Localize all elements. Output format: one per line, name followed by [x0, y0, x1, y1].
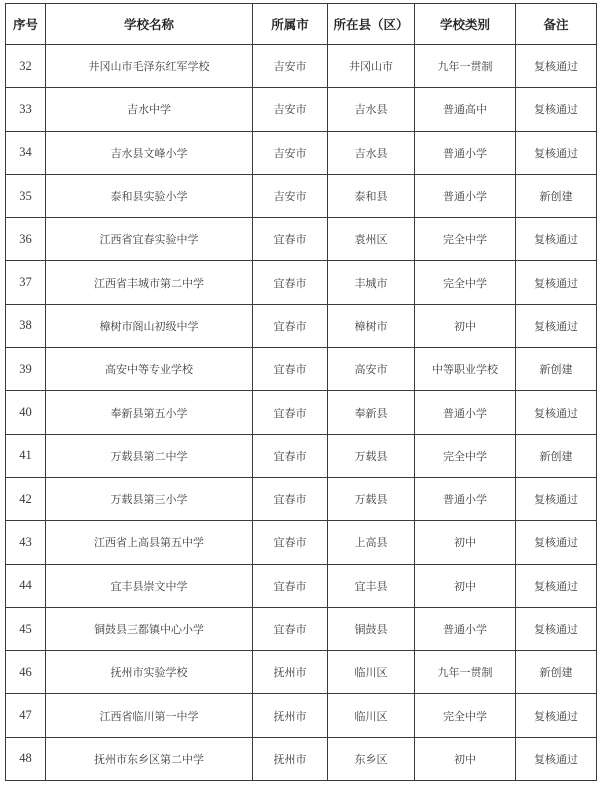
- cell-remarks: 复核通过: [516, 88, 597, 131]
- cell-school-name: 江西省上高县第五中学: [46, 521, 253, 564]
- cell-school-name: 奉新县第五小学: [46, 391, 253, 434]
- cell-school-name: 江西省丰城市第二中学: [46, 261, 253, 304]
- table-row: [6, 348, 597, 391]
- cell-school-name: 万载县第三小学: [46, 477, 253, 520]
- cell-school-type: 完全中学: [415, 261, 516, 304]
- cell-school-name: 泰和县实验小学: [46, 174, 253, 217]
- cell-remarks: 复核通过: [516, 477, 597, 520]
- cell-remarks: 复核通过: [516, 737, 597, 780]
- header-school-name: 学校名称: [46, 4, 253, 45]
- cell-city: 宜春市: [253, 348, 328, 391]
- cell-remarks: 新创建: [516, 651, 597, 694]
- table-row: [6, 304, 597, 347]
- table-row: [6, 45, 597, 88]
- cell-county-district: 万载县: [328, 477, 415, 520]
- cell-remarks: 复核通过: [516, 261, 597, 304]
- cell-serial-number: 41: [6, 434, 46, 477]
- cell-school-name: 江西省临川第一中学: [46, 694, 253, 737]
- cell-school-name: 万载县第二中学: [46, 434, 253, 477]
- table-header: [6, 4, 597, 45]
- cell-remarks: 复核通过: [516, 304, 597, 347]
- cell-county-district: 东乡区: [328, 737, 415, 780]
- cell-serial-number: 36: [6, 218, 46, 261]
- cell-county-district: 上高县: [328, 521, 415, 564]
- cell-county-district: 临川区: [328, 694, 415, 737]
- table-row: [6, 174, 597, 217]
- header-row: [6, 4, 597, 45]
- cell-remarks: 复核通过: [516, 521, 597, 564]
- cell-school-type: 普通高中: [415, 88, 516, 131]
- table-row: [6, 391, 597, 434]
- table-row: [6, 261, 597, 304]
- cell-city: 宜春市: [253, 434, 328, 477]
- cell-school-type: 初中: [415, 304, 516, 347]
- cell-city: 宜春市: [253, 477, 328, 520]
- cell-serial-number: 34: [6, 131, 46, 174]
- cell-city: 抚州市: [253, 694, 328, 737]
- cell-remarks: 新创建: [516, 348, 597, 391]
- table-row: [6, 521, 597, 564]
- cell-remarks: 复核通过: [516, 45, 597, 88]
- cell-county-district: 丰城市: [328, 261, 415, 304]
- cell-school-name: 宜丰县崇文中学: [46, 564, 253, 607]
- cell-county-district: 井冈山市: [328, 45, 415, 88]
- cell-serial-number: 47: [6, 694, 46, 737]
- cell-school-type: 完全中学: [415, 694, 516, 737]
- cell-city: 宜春市: [253, 607, 328, 650]
- cell-school-name: 樟树市阁山初级中学: [46, 304, 253, 347]
- cell-remarks: 复核通过: [516, 564, 597, 607]
- cell-city: 宜春市: [253, 218, 328, 261]
- cell-city: 吉安市: [253, 45, 328, 88]
- cell-remarks: 新创建: [516, 434, 597, 477]
- cell-city: 宜春市: [253, 521, 328, 564]
- header-serial-number: 序号: [6, 4, 46, 45]
- cell-school-type: 普通小学: [415, 174, 516, 217]
- cell-school-type: 初中: [415, 521, 516, 564]
- cell-county-district: 临川区: [328, 651, 415, 694]
- cell-serial-number: 48: [6, 737, 46, 780]
- cell-serial-number: 44: [6, 564, 46, 607]
- cell-county-district: 铜鼓县: [328, 607, 415, 650]
- cell-remarks: 复核通过: [516, 391, 597, 434]
- header-county-district: 所在县（区）: [328, 4, 415, 45]
- header-city: 所属市: [253, 4, 328, 45]
- cell-school-type: 九年一贯制: [415, 651, 516, 694]
- cell-remarks: 复核通过: [516, 131, 597, 174]
- cell-county-district: 高安市: [328, 348, 415, 391]
- cell-city: 吉安市: [253, 88, 328, 131]
- cell-school-name: 高安中等专业学校: [46, 348, 253, 391]
- cell-serial-number: 37: [6, 261, 46, 304]
- cell-school-type: 普通小学: [415, 391, 516, 434]
- cell-county-district: 吉水县: [328, 88, 415, 131]
- cell-school-name: 抚州市实验学校: [46, 651, 253, 694]
- cell-city: 抚州市: [253, 737, 328, 780]
- cell-county-district: 樟树市: [328, 304, 415, 347]
- table-row: [6, 88, 597, 131]
- cell-school-type: 中等职业学校: [415, 348, 516, 391]
- cell-school-name: 抚州市东乡区第二中学: [46, 737, 253, 780]
- cell-serial-number: 40: [6, 391, 46, 434]
- cell-school-name: 吉水县文峰小学: [46, 131, 253, 174]
- cell-serial-number: 42: [6, 477, 46, 520]
- header-remarks: 备注: [516, 4, 597, 45]
- cell-school-type: 完全中学: [415, 434, 516, 477]
- cell-city: 宜春市: [253, 564, 328, 607]
- cell-city: 抚州市: [253, 651, 328, 694]
- cell-serial-number: 39: [6, 348, 46, 391]
- cell-city: 宜春市: [253, 304, 328, 347]
- cell-city: 吉安市: [253, 174, 328, 217]
- header-school-type: 学校类别: [415, 4, 516, 45]
- cell-school-type: 初中: [415, 564, 516, 607]
- table-row: [6, 694, 597, 737]
- cell-school-type: 初中: [415, 737, 516, 780]
- cell-remarks: 复核通过: [516, 694, 597, 737]
- table-row: [6, 218, 597, 261]
- cell-city: 宜春市: [253, 391, 328, 434]
- cell-county-district: 万载县: [328, 434, 415, 477]
- cell-school-type: 普通小学: [415, 477, 516, 520]
- table-row: [6, 564, 597, 607]
- cell-serial-number: 35: [6, 174, 46, 217]
- cell-serial-number: 45: [6, 607, 46, 650]
- cell-remarks: 新创建: [516, 174, 597, 217]
- table-row: [6, 434, 597, 477]
- cell-remarks: 复核通过: [516, 218, 597, 261]
- cell-county-district: 奉新县: [328, 391, 415, 434]
- cell-serial-number: 33: [6, 88, 46, 131]
- cell-remarks: 复核通过: [516, 607, 597, 650]
- table-row: [6, 651, 597, 694]
- table-row: [6, 477, 597, 520]
- cell-serial-number: 46: [6, 651, 46, 694]
- school-list-table: [5, 3, 597, 781]
- cell-county-district: 宜丰县: [328, 564, 415, 607]
- cell-county-district: 吉水县: [328, 131, 415, 174]
- cell-school-type: 普通小学: [415, 607, 516, 650]
- cell-school-name: 吉水中学: [46, 88, 253, 131]
- cell-city: 宜春市: [253, 261, 328, 304]
- cell-school-name: 铜鼓县三都镇中心小学: [46, 607, 253, 650]
- table-body: [6, 45, 597, 781]
- cell-serial-number: 43: [6, 521, 46, 564]
- table-row: [6, 607, 597, 650]
- table-row: [6, 737, 597, 780]
- cell-serial-number: 32: [6, 45, 46, 88]
- cell-school-name: 江西省宜春实验中学: [46, 218, 253, 261]
- cell-school-type: 普通小学: [415, 131, 516, 174]
- cell-county-district: 袁州区: [328, 218, 415, 261]
- table-row: [6, 131, 597, 174]
- cell-city: 吉安市: [253, 131, 328, 174]
- cell-school-type: 九年一贯制: [415, 45, 516, 88]
- cell-school-type: 完全中学: [415, 218, 516, 261]
- cell-county-district: 泰和县: [328, 174, 415, 217]
- cell-serial-number: 38: [6, 304, 46, 347]
- cell-school-name: 井冈山市毛泽东红军学校: [46, 45, 253, 88]
